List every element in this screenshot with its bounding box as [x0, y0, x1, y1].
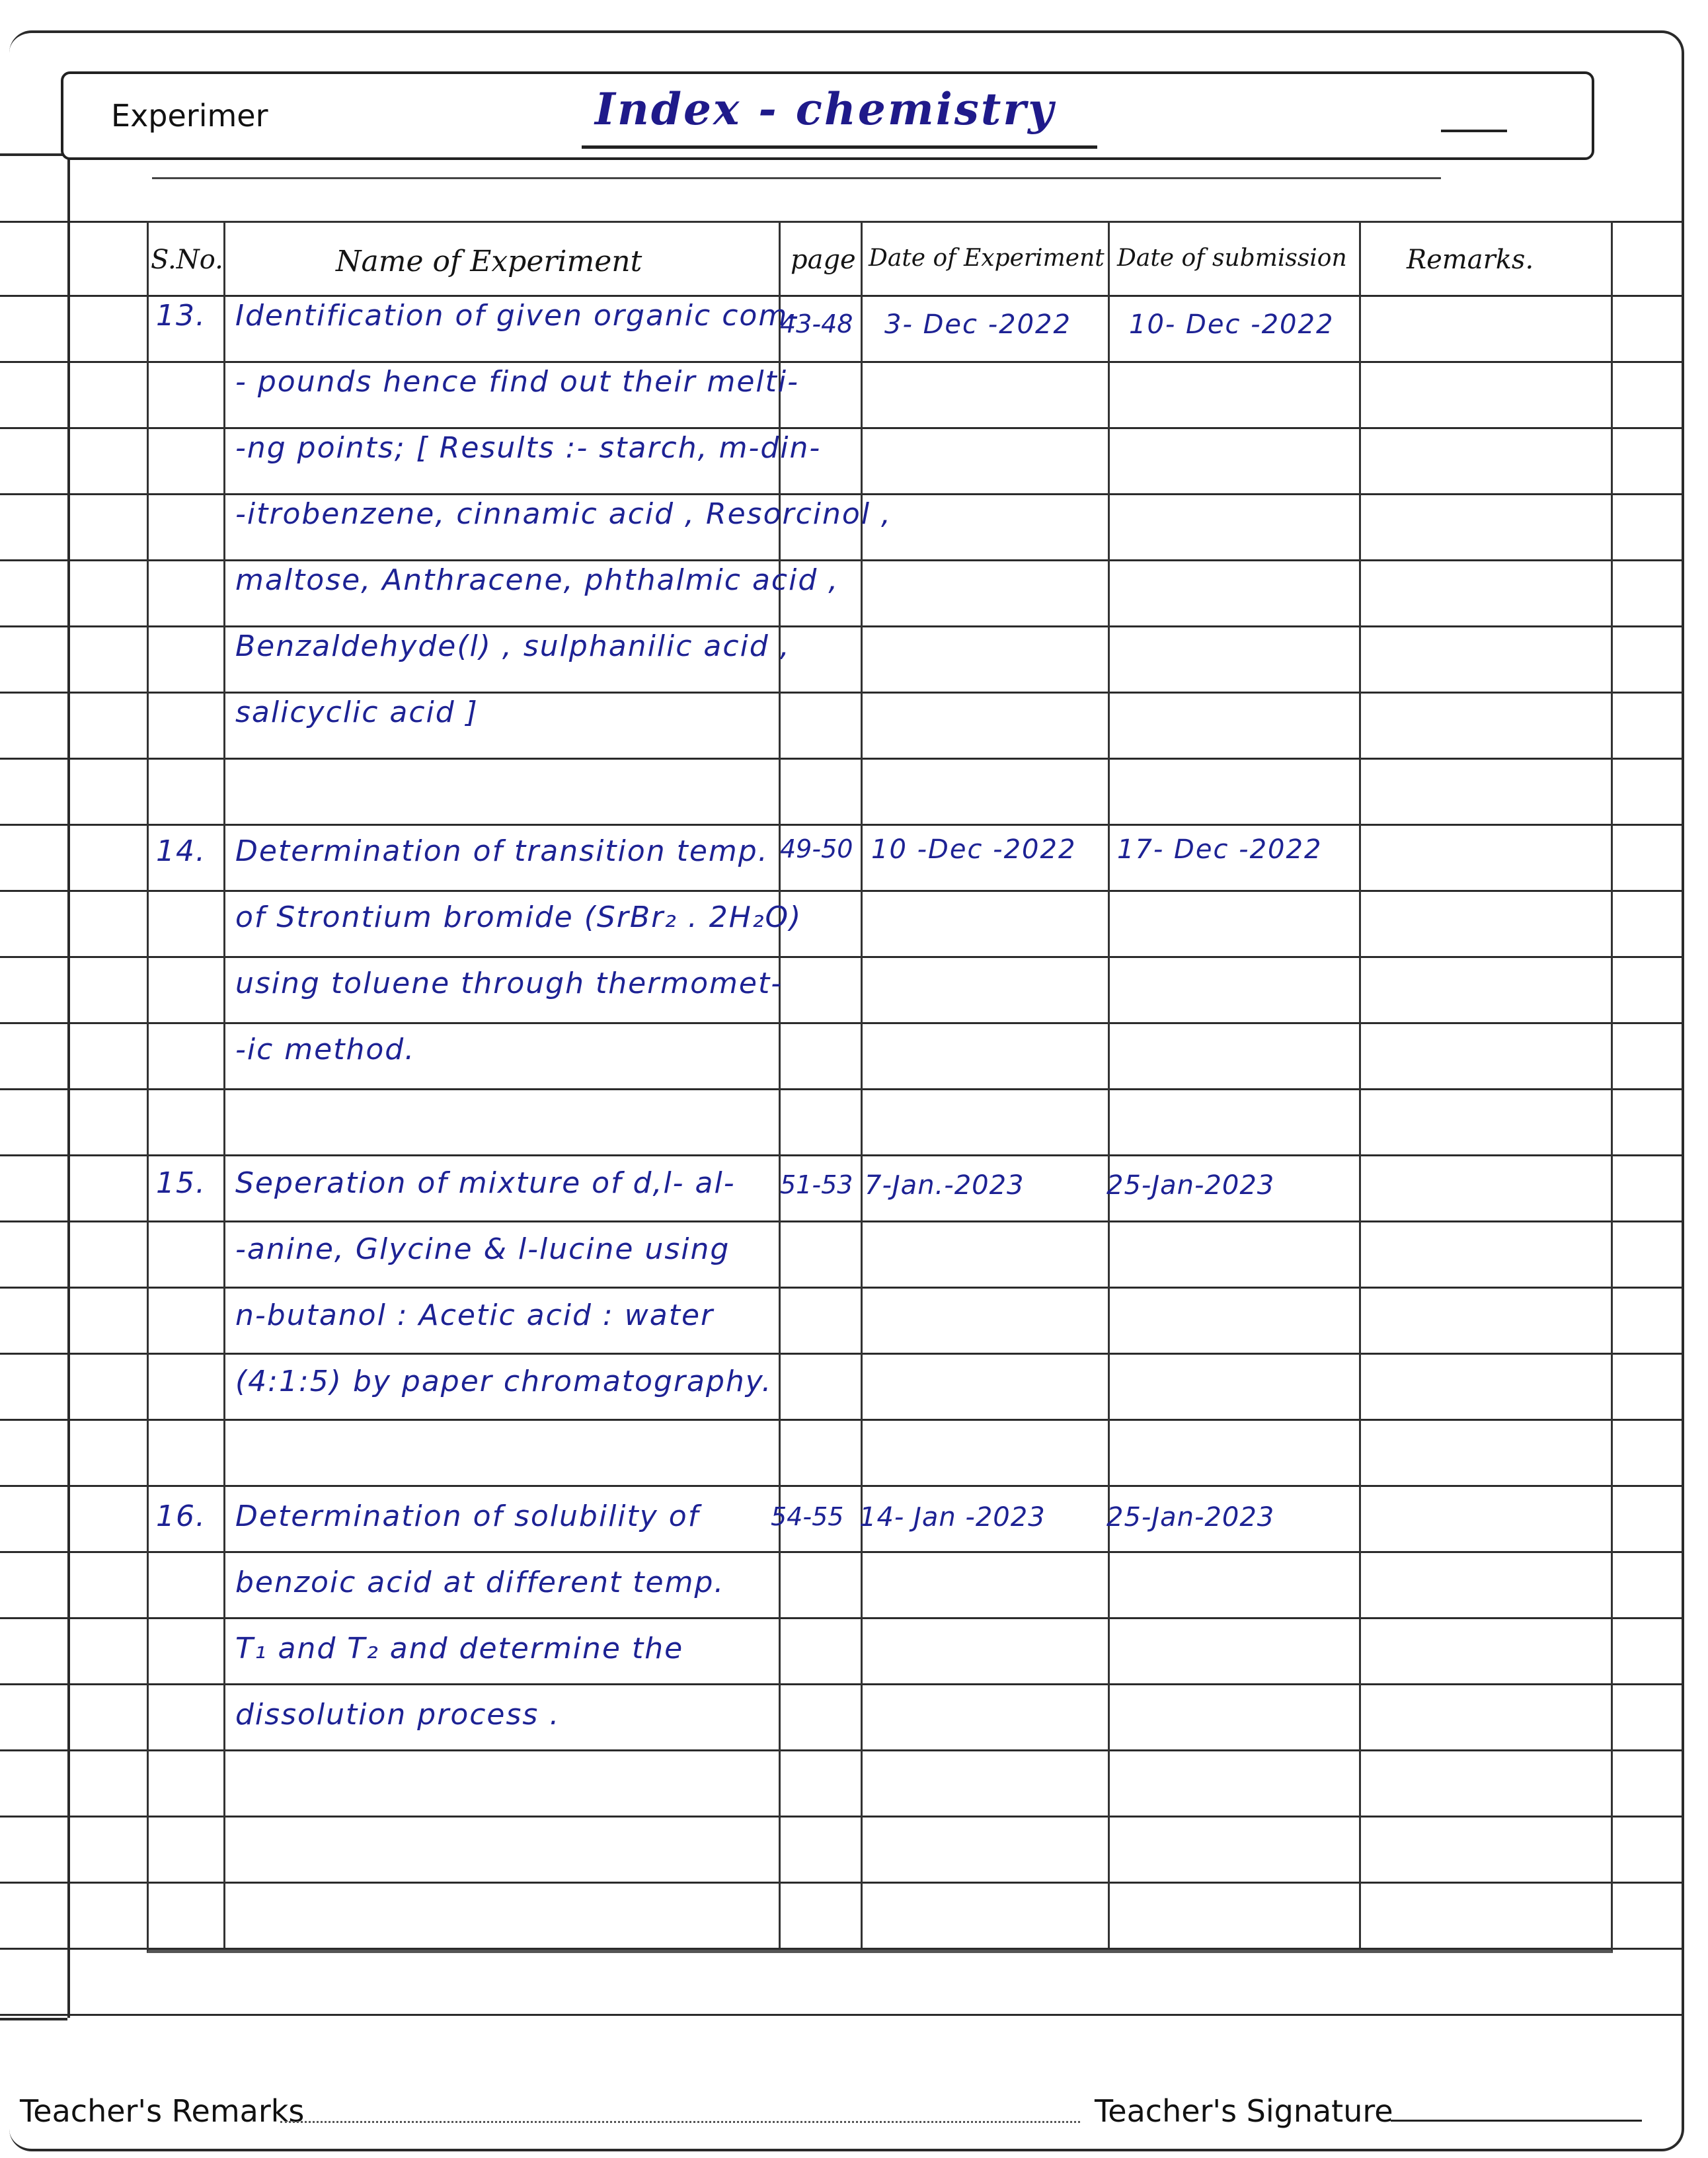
entry-15-line-4: (4:1:5) by paper chromatography.	[235, 1365, 773, 1398]
entry-16-line-2: benzoic acid at different temp.	[235, 1566, 725, 1599]
entry-14-line-3: using toluene through thermomet-	[235, 967, 783, 1000]
header-remarks: Remarks.	[1407, 245, 1534, 275]
entry-13-line-6: Benzaldehyde(l) , sulphanilic acid ,	[235, 629, 791, 663]
header-sno: S.No.	[151, 245, 223, 275]
entry-15-page: 51-53	[780, 1170, 853, 1199]
ruled-line	[0, 2014, 1684, 2016]
entry-16-line-3: T₁ and T₂ and determine the	[235, 1632, 684, 1665]
column-divider-name	[779, 221, 781, 1948]
header-date-submission: Date of submission	[1117, 245, 1347, 272]
entry-13-date-submission: 10- Dec -2022	[1129, 309, 1335, 340]
margin-bracket-top	[0, 153, 67, 156]
entry-15-date-experiment: 7-Jan.-2023	[865, 1170, 1025, 1201]
entry-16-date-submission: 25-Jan-2023	[1106, 1502, 1275, 1533]
entry-14-line-4: -ic method.	[235, 1033, 416, 1066]
entry-14-line-2: of Strontium bromide (SrBr₂ . 2H₂O)	[235, 900, 802, 934]
header-name: Name of Experiment	[336, 245, 642, 278]
entry-16-page: 54-55	[771, 1502, 844, 1531]
entry-14-sno: 14.	[156, 834, 206, 868]
entry-14-page: 49-50	[780, 834, 853, 863]
entry-13-line-1: Identification of given organic com-	[235, 299, 800, 333]
header-page: page	[791, 245, 856, 275]
column-divider-page	[861, 221, 863, 1948]
header-date-experiment: Date of Experiment	[869, 245, 1105, 272]
entry-14-line-1: Determination of transition temp.	[235, 834, 769, 868]
teacher-remarks-label: Teacher's Remarks	[20, 2093, 305, 2129]
header-under-line	[152, 177, 1441, 179]
margin-bracket-bottom	[0, 2018, 67, 2020]
entry-15-line-3: n-butanol : Acetic acid : water	[235, 1299, 715, 1332]
entry-13-line-5: maltose, Anthracene, phthalmic acid ,	[235, 563, 839, 597]
column-divider-date-sub	[1359, 221, 1361, 1948]
entry-16-line-1: Determination of solubility of	[235, 1499, 700, 1533]
entry-13-sno: 13.	[156, 299, 206, 333]
teacher-remarks-line	[280, 2121, 1080, 2123]
entry-14-date-experiment: 10 -Dec -2022	[871, 834, 1077, 865]
index-table	[147, 221, 1613, 1953]
header-label: Experimer	[111, 98, 268, 134]
teacher-signature-line	[1391, 2120, 1642, 2122]
entry-16-sno: 16.	[156, 1499, 206, 1533]
column-divider-date-exp	[1108, 221, 1110, 1948]
page-title: Index - chemistry	[595, 83, 1056, 135]
teacher-signature-label: Teacher's Signature	[1095, 2093, 1393, 2129]
entry-13-line-4: -itrobenzene, cinnamic acid , Resorcinol ,	[235, 497, 892, 531]
entry-16-date-experiment: 14- Jan -2023	[859, 1502, 1046, 1533]
header-blank-line	[1441, 130, 1507, 132]
entry-13-line-3: -ng points; [ Results :- starch, m-din-	[235, 431, 822, 465]
entry-15-line-1: Seperation of mixture of d,l- al-	[235, 1166, 736, 1200]
entry-13-line-7: salicyclic acid ]	[235, 696, 479, 729]
title-underline	[582, 145, 1097, 149]
entry-15-sno: 15.	[156, 1166, 206, 1200]
column-divider-sno	[223, 221, 225, 1948]
entry-15-line-2: -anine, Glycine & l-lucine using	[235, 1232, 730, 1266]
entry-14-date-submission: 17- Dec -2022	[1117, 834, 1323, 865]
entry-13-line-2: - pounds hence find out their melti-	[235, 365, 799, 399]
entry-13-date-experiment: 3- Dec -2022	[884, 309, 1071, 340]
margin-line	[67, 153, 70, 2018]
entry-13-page: 43-48	[780, 309, 853, 339]
entry-15-date-submission: 25-Jan-2023	[1106, 1170, 1275, 1201]
entry-16-line-4: dissolution process .	[235, 1698, 561, 1732]
